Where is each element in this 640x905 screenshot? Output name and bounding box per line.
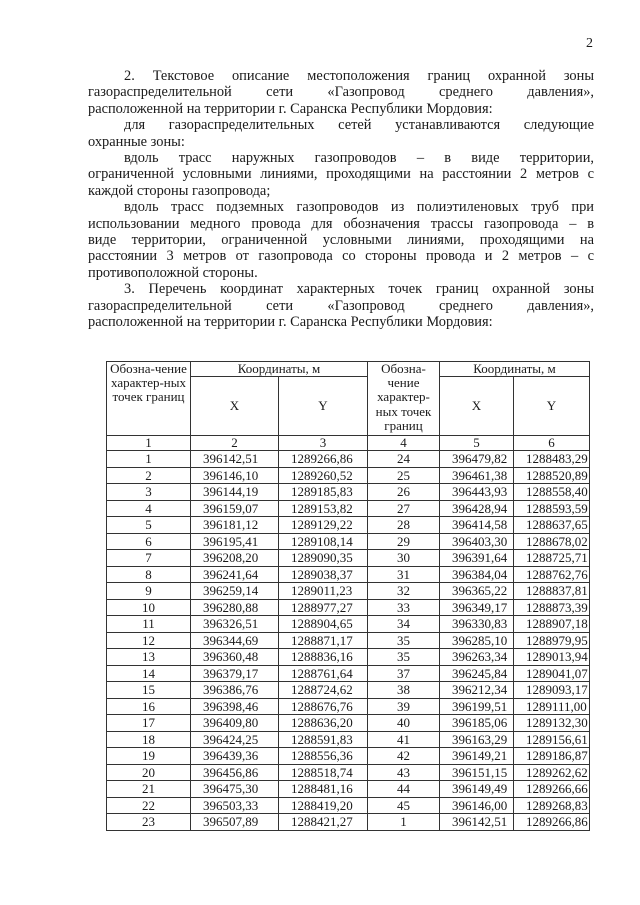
section-2-title-line-1: 2. Текстовое описание местоположения границ охранной зоны — [124, 68, 594, 84]
point-number-cell: 12 — [107, 632, 191, 649]
x-coordinate-cell: 396181,12 — [191, 517, 279, 534]
para-1-line-1: для газораспределительных сетей устанавливаются следующие — [124, 117, 594, 134]
y-coordinate-cell: 1289011,23 — [279, 583, 368, 600]
column-number: 1 — [107, 436, 191, 451]
table-row — [107, 517, 590, 534]
point-number-cell: 34 — [368, 616, 440, 633]
x-coordinate-cell: 396144,19 — [191, 484, 279, 501]
section-2-title-line-3: расположенной на территории г. Саранска Республики Мордовия: — [88, 100, 493, 117]
table-row — [107, 467, 590, 484]
point-number-cell: 16 — [107, 698, 191, 715]
section-3-title-line-1: 3. Перечень координат характерных точек границ охранной зоны — [124, 281, 594, 298]
table-row — [107, 533, 590, 550]
column-number: 4 — [368, 436, 440, 451]
point-number-cell: 7 — [107, 550, 191, 567]
y-coordinate-cell: 1289185,83 — [279, 484, 368, 501]
table-row — [107, 484, 590, 501]
x-coordinate-cell: 396391,64 — [440, 550, 514, 567]
x-coordinate-cell: 396195,41 — [191, 533, 279, 550]
y-coordinate-cell: 1288421,27 — [279, 814, 368, 831]
y-coordinate-cell: 1289013,94 — [514, 649, 590, 666]
point-number-cell: 27 — [368, 500, 440, 517]
table-row — [107, 583, 590, 600]
x-coordinate-cell: 396409,80 — [191, 715, 279, 732]
y-coordinate-cell: 1289156,61 — [514, 731, 590, 748]
y-coordinate-cell: 1288837,81 — [514, 583, 590, 600]
table-row — [107, 500, 590, 517]
para-3-line-2: использовании медного провода для обозначения трассы газопровода – в — [88, 215, 594, 232]
point-number-cell: 14 — [107, 665, 191, 682]
x-coordinate-cell: 396146,00 — [440, 797, 514, 814]
table-row — [107, 797, 590, 814]
y-coordinate-cell: 1288977,27 — [279, 599, 368, 616]
point-number-cell: 21 — [107, 781, 191, 798]
x-header-right: X — [440, 377, 514, 436]
x-coordinate-cell: 396503,33 — [191, 797, 279, 814]
para-2-line-1: вдоль трасс наружных газопроводов – в виде территории, — [124, 150, 594, 167]
page-number: 2 — [586, 36, 593, 51]
x-coordinate-cell: 396146,10 — [191, 467, 279, 484]
point-number-cell: 28 — [368, 517, 440, 534]
x-coordinate-cell: 396330,83 — [440, 616, 514, 633]
y-coordinate-cell: 1288520,89 — [514, 467, 590, 484]
y-coordinate-cell: 1288904,65 — [279, 616, 368, 633]
point-number-cell: 4 — [107, 500, 191, 517]
point-number-cell: 35 — [368, 632, 440, 649]
y-coordinate-cell: 1289038,37 — [279, 566, 368, 583]
x-coordinate-cell: 396507,89 — [191, 814, 279, 831]
x-coordinate-cell: 396212,34 — [440, 682, 514, 699]
y-coordinate-cell: 1288481,16 — [279, 781, 368, 798]
x-coordinate-cell: 396280,88 — [191, 599, 279, 616]
section-2-title-line-2: газораспределительной сети «Газопровод среднего давления», — [88, 84, 594, 101]
y-header-right: Y — [514, 377, 590, 436]
y-coordinate-cell: 1289268,83 — [514, 797, 590, 814]
x-coordinate-cell: 396149,21 — [440, 748, 514, 765]
x-coordinate-cell: 396142,51 — [191, 451, 279, 468]
table-row — [107, 550, 590, 567]
table-row — [107, 599, 590, 616]
column-number: 6 — [514, 436, 590, 451]
y-coordinate-cell: 1288979,95 — [514, 632, 590, 649]
column-number: 5 — [440, 436, 514, 451]
y-coordinate-cell: 1289266,66 — [514, 781, 590, 798]
y-coordinate-cell: 1288518,74 — [279, 764, 368, 781]
x-coordinate-cell: 396159,07 — [191, 500, 279, 517]
point-number-cell: 29 — [368, 533, 440, 550]
x-coordinate-cell: 396424,25 — [191, 731, 279, 748]
y-coordinate-cell: 1288483,29 — [514, 451, 590, 468]
point-number-cell: 30 — [368, 550, 440, 567]
y-coordinate-cell: 1289041,07 — [514, 665, 590, 682]
table-row — [107, 632, 590, 649]
para-3-line-1: вдоль трасс подземных газопроводов из полиэтиленовых труб при — [124, 199, 594, 216]
point-number-cell: 31 — [368, 566, 440, 583]
point-number-cell: 19 — [107, 748, 191, 765]
point-number-cell: 20 — [107, 764, 191, 781]
y-coordinate-cell: 1289186,87 — [514, 748, 590, 765]
point-label-header-left: Обозна-чение характер-ных точек границ — [107, 362, 191, 436]
point-number-cell: 37 — [368, 665, 440, 682]
y-coordinate-cell: 1289266,86 — [279, 451, 368, 468]
point-number-cell: 22 — [107, 797, 191, 814]
table-row — [107, 451, 590, 468]
point-number-cell: 10 — [107, 599, 191, 616]
x-coordinate-cell: 396461,38 — [440, 467, 514, 484]
point-number-cell: 45 — [368, 797, 440, 814]
y-coordinate-cell: 1289262,62 — [514, 764, 590, 781]
y-coordinate-cell: 1288556,36 — [279, 748, 368, 765]
x-coordinate-cell: 396403,30 — [440, 533, 514, 550]
x-coordinate-cell: 396428,94 — [440, 500, 514, 517]
y-coordinate-cell: 1289129,22 — [279, 517, 368, 534]
point-number-cell: 11 — [107, 616, 191, 633]
point-number-cell: 44 — [368, 781, 440, 798]
x-coordinate-cell: 396326,51 — [191, 616, 279, 633]
point-number-cell: 23 — [107, 814, 191, 831]
y-coordinate-cell: 1289093,17 — [514, 682, 590, 699]
y-coordinate-cell: 1289266,86 — [514, 814, 590, 831]
point-number-cell: 26 — [368, 484, 440, 501]
x-coordinate-cell: 396360,48 — [191, 649, 279, 666]
x-coordinate-cell: 396142,51 — [440, 814, 514, 831]
y-header-left: Y — [279, 377, 368, 436]
para-2-line-2: ограниченной условными линиями, проходящими на расстоянии 2 метров с — [88, 166, 594, 183]
para-3-line-4: расстоянии 3 метров от газопровода со стороны провода и 2 метров – с — [88, 248, 594, 265]
y-coordinate-cell: 1288593,59 — [514, 500, 590, 517]
x-coordinate-cell: 396149,49 — [440, 781, 514, 798]
point-number-cell: 15 — [107, 682, 191, 699]
point-number-cell: 35 — [368, 649, 440, 666]
y-coordinate-cell: 1288678,02 — [514, 533, 590, 550]
para-2-line-3: каждой стороны газопровода; — [88, 182, 271, 199]
y-coordinate-cell: 1288637,65 — [514, 517, 590, 534]
y-coordinate-cell: 1288558,40 — [514, 484, 590, 501]
coords-header-right: Координаты, м — [440, 362, 590, 377]
coordinates-table — [106, 361, 590, 831]
y-coordinate-cell: 1288636,20 — [279, 715, 368, 732]
table-row — [107, 715, 590, 732]
x-coordinate-cell: 396208,20 — [191, 550, 279, 567]
point-number-cell: 5 — [107, 517, 191, 534]
table-row — [107, 698, 590, 715]
point-number-cell: 42 — [368, 748, 440, 765]
table-row — [107, 731, 590, 748]
point-number-cell: 17 — [107, 715, 191, 732]
point-number-cell: 1 — [368, 814, 440, 831]
para-1-line-2: охранные зоны: — [88, 133, 185, 150]
x-coordinate-cell: 396199,51 — [440, 698, 514, 715]
x-coordinate-cell: 396245,84 — [440, 665, 514, 682]
x-header-left: X — [191, 377, 279, 436]
table-row — [107, 764, 590, 781]
x-coordinate-cell: 396349,17 — [440, 599, 514, 616]
point-number-cell: 40 — [368, 715, 440, 732]
x-coordinate-cell: 396439,36 — [191, 748, 279, 765]
para-3-line-5: противоположной стороны. — [88, 264, 258, 281]
x-coordinate-cell: 396185,06 — [440, 715, 514, 732]
x-coordinate-cell: 396163,29 — [440, 731, 514, 748]
y-coordinate-cell: 1288725,71 — [514, 550, 590, 567]
point-number-cell: 3 — [107, 484, 191, 501]
point-label-header-right: Обозна-чение характер-ных точек границ — [368, 362, 440, 436]
x-coordinate-cell: 396398,46 — [191, 698, 279, 715]
y-coordinate-cell: 1289260,52 — [279, 467, 368, 484]
table-row — [107, 616, 590, 633]
table-row — [107, 814, 590, 831]
coordinates-table-body — [107, 451, 590, 831]
point-number-cell: 8 — [107, 566, 191, 583]
section-3-title-line-2: газораспределительной сети «Газопровод среднего давления», — [88, 297, 594, 314]
x-coordinate-cell: 396479,82 — [440, 451, 514, 468]
y-coordinate-cell: 1288762,76 — [514, 566, 590, 583]
y-coordinate-cell: 1288724,62 — [279, 682, 368, 699]
y-coordinate-cell: 1289132,30 — [514, 715, 590, 732]
table-row — [107, 682, 590, 699]
point-number-cell: 25 — [368, 467, 440, 484]
coords-header-left: Координаты, м — [191, 362, 368, 377]
x-coordinate-cell: 396365,22 — [440, 583, 514, 600]
y-coordinate-cell: 1289090,35 — [279, 550, 368, 567]
column-number-row — [107, 436, 590, 451]
point-number-cell: 2 — [107, 467, 191, 484]
point-number-cell: 43 — [368, 764, 440, 781]
table-row — [107, 649, 590, 666]
y-coordinate-cell: 1288591,83 — [279, 731, 368, 748]
y-coordinate-cell: 1288836,16 — [279, 649, 368, 666]
section-2 — [88, 68, 594, 331]
x-coordinate-cell: 396151,15 — [440, 764, 514, 781]
x-coordinate-cell: 396344,69 — [191, 632, 279, 649]
point-number-cell: 33 — [368, 599, 440, 616]
point-number-cell: 9 — [107, 583, 191, 600]
table-row — [107, 748, 590, 765]
table-row — [107, 566, 590, 583]
x-coordinate-cell: 396456,86 — [191, 764, 279, 781]
x-coordinate-cell: 396241,64 — [191, 566, 279, 583]
x-coordinate-cell: 396414,58 — [440, 517, 514, 534]
x-coordinate-cell: 396443,93 — [440, 484, 514, 501]
point-number-cell: 32 — [368, 583, 440, 600]
x-coordinate-cell: 396379,17 — [191, 665, 279, 682]
x-coordinate-cell: 396384,04 — [440, 566, 514, 583]
x-coordinate-cell: 396475,30 — [191, 781, 279, 798]
point-number-cell: 1 — [107, 451, 191, 468]
y-coordinate-cell: 1289153,82 — [279, 500, 368, 517]
point-number-cell: 38 — [368, 682, 440, 699]
point-number-cell: 39 — [368, 698, 440, 715]
point-number-cell: 41 — [368, 731, 440, 748]
y-coordinate-cell: 1288873,39 — [514, 599, 590, 616]
section-3-title-line-3: расположенной на территории г. Саранска Республики Мордовия: — [88, 314, 493, 331]
x-coordinate-cell: 396259,14 — [191, 583, 279, 600]
table-row — [107, 665, 590, 682]
y-coordinate-cell: 1288676,76 — [279, 698, 368, 715]
y-coordinate-cell: 1288907,18 — [514, 616, 590, 633]
column-number: 2 — [191, 436, 279, 451]
y-coordinate-cell: 1289111,00 — [514, 698, 590, 715]
y-coordinate-cell: 1288419,20 — [279, 797, 368, 814]
x-coordinate-cell: 396263,34 — [440, 649, 514, 666]
point-number-cell: 13 — [107, 649, 191, 666]
point-number-cell: 24 — [368, 451, 440, 468]
y-coordinate-cell: 1289108,14 — [279, 533, 368, 550]
para-3-line-3: виде территории, ограниченной условными линиями, проходящими на — [88, 232, 594, 249]
y-coordinate-cell: 1288761,64 — [279, 665, 368, 682]
point-number-cell: 6 — [107, 533, 191, 550]
point-number-cell: 18 — [107, 731, 191, 748]
x-coordinate-cell: 396285,10 — [440, 632, 514, 649]
y-coordinate-cell: 1288871,17 — [279, 632, 368, 649]
column-number: 3 — [279, 436, 368, 451]
table-row — [107, 781, 590, 798]
x-coordinate-cell: 396386,76 — [191, 682, 279, 699]
